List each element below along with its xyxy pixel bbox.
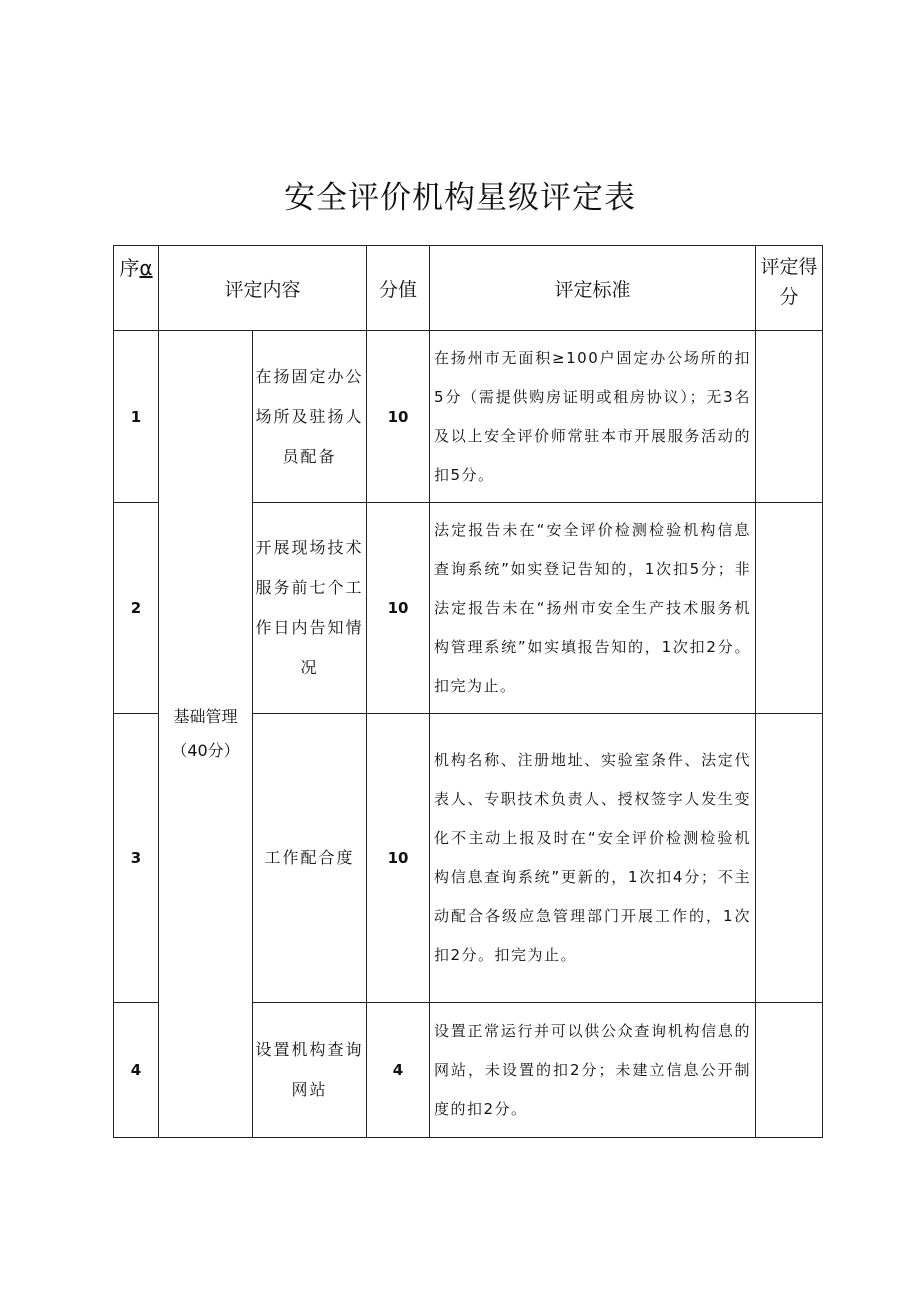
category-points: （40分）: [171, 741, 240, 760]
item-cell: 设置机构查询网站: [253, 1003, 367, 1138]
header-score: [756, 246, 823, 331]
category-name: 基础管理: [173, 707, 238, 726]
value-cell: 10: [367, 714, 430, 1003]
category-cell: [159, 331, 253, 1138]
table-row: [114, 331, 823, 503]
header-seq-suffix: α: [139, 256, 153, 280]
row-number: 4: [114, 1003, 159, 1138]
value-cell: 10: [367, 503, 430, 714]
standard-cell: 在扬州市无面积≥100户固定办公场所的扣5分（需提供购房证明或租房协议）；无3名及以上安全评价师常驻本市开展服务活动的扣5分。: [430, 331, 756, 503]
score-cell[interactable]: [756, 1003, 823, 1138]
header-standard: 评定标准: [430, 246, 756, 331]
header-content: 评定内容: [159, 246, 367, 331]
score-cell[interactable]: [756, 331, 823, 503]
page-title: 安全评价机构星级评定表: [284, 180, 636, 216]
evaluation-table: [113, 245, 823, 1138]
standard-cell: 机构名称、注册地址、实验室条件、法定代表人、专职技术负责人、授权签字人发生变化不主动上报及时在“安全评价检测检验机构信息查询系统”更新的，1次扣4分；不主动配合各级应急管理部门开展工作的，1次扣2分。扣完为止。: [430, 714, 756, 1003]
row-number: 3: [114, 714, 159, 1003]
score-cell[interactable]: [756, 503, 823, 714]
item-cell: 开展现场技术服务前七个工作日内告知情况: [253, 503, 367, 714]
row-number: 1: [114, 331, 159, 503]
header-score-line2: 分: [779, 286, 799, 308]
header-row: [114, 246, 823, 331]
header-score-line1: 评定得: [760, 256, 818, 278]
value-cell: 10: [367, 331, 430, 503]
item-cell: 在扬固定办公场所及驻扬人员配备: [253, 331, 367, 503]
value-cell: 4: [367, 1003, 430, 1138]
standard-cell: 设置正常运行并可以供公众查询机构信息的网站，未设置的扣2分；未建立信息公开制度的扣2分。: [430, 1003, 756, 1138]
item-cell: 工作配合度: [253, 714, 367, 1003]
header-value: 分值: [367, 246, 430, 331]
header-seq-prefix: 序: [119, 256, 140, 280]
row-number: 2: [114, 503, 159, 714]
score-cell[interactable]: [756, 714, 823, 1003]
standard-cell: 法定报告未在“安全评价检测检验机构信息查询系统”如实登记告知的，1次扣5分；非法定报告未在“扬州市安全生产技术服务机构管理系统”如实填报告知的，1次扣2分。扣完为止。: [430, 503, 756, 714]
header-seq: [114, 246, 159, 331]
